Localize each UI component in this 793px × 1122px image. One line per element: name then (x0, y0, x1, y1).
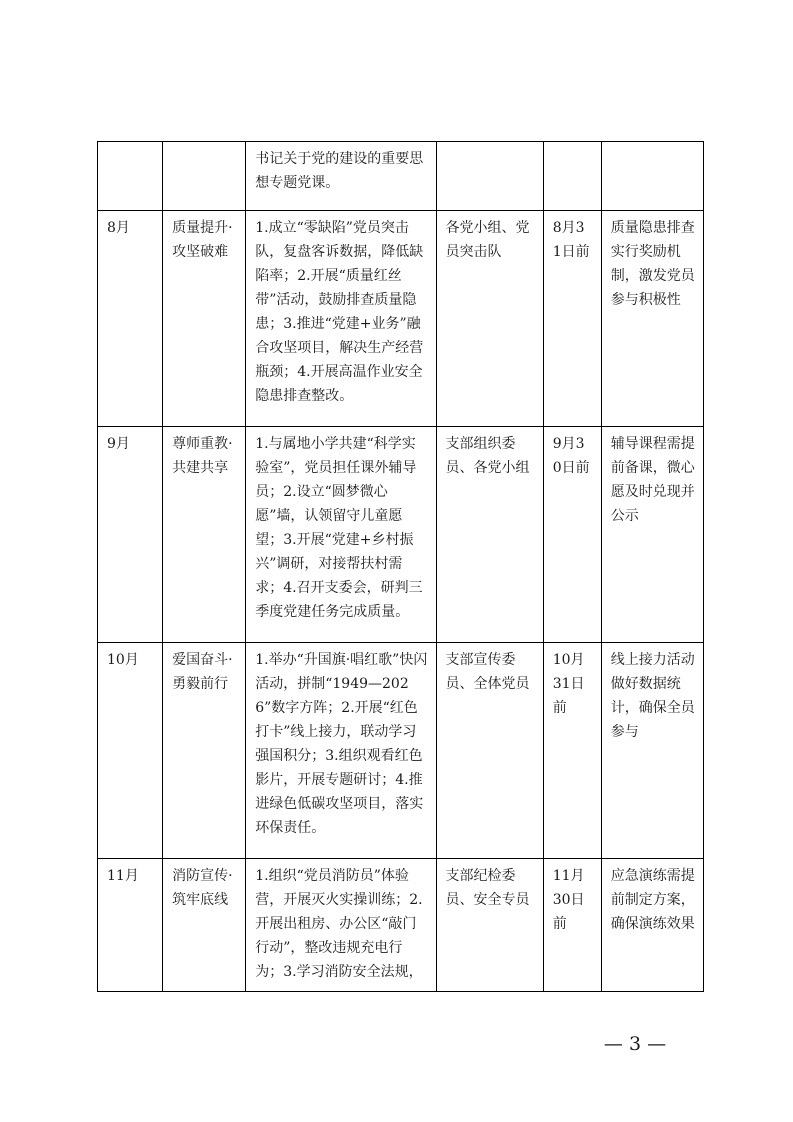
note-cell (601, 142, 703, 211)
content-cell: 1.与属地小学共建“科学实验室”，党员担任课外辅导员；2.设立“圆梦微心愿”墙，认领留守儿童愿望；3.开展“党建+乡村振兴”调研，对接帮扶村需求；4.召开支委会，研判三季度党建任务完成质量。 (246, 427, 436, 643)
note-cell: 线上接力活动做好数据统计，确保全员参与 (601, 643, 703, 859)
table-row (98, 211, 704, 427)
responsible-cell (436, 142, 543, 211)
responsible-cell: 支部宣传委员、全体党员 (436, 643, 543, 859)
theme-cell (163, 142, 246, 211)
theme-cell: 爱国奋斗·勇毅前行 (163, 643, 246, 859)
note-cell: 应急演练需提前制定方案，确保演练效果 (601, 859, 703, 992)
page-number: — 3 — (603, 1033, 667, 1055)
deadline-cell: 11月30日前 (543, 859, 601, 992)
month-cell (98, 142, 163, 211)
content-cell: 1.举办“升国旗·唱红歌”快闪活动，拼制“1949—2026”数字方阵；2.开展“红色打卡”线上接力，联动学习强国积分；3.组织观看红色影片，开展专题研讨；4.推进绿色低碳攻坚项目，落实环保责任。 (246, 643, 436, 859)
content-cell: 1.成立“零缺陷”党员突击队，复盘客诉数据，降低缺陷率；2.开展“质量红丝带”活动，鼓励排查质量隐患；3.推进“党建+业务”融合攻坚项目，解决生产经营瓶颈；4.开展高温作业安全隐患排查整改。 (246, 211, 436, 427)
deadline-cell (543, 142, 601, 211)
table-row (98, 643, 704, 859)
content-cell: 1.组织“党员消防员”体验营，开展灭火实操训练；2.开展出租房、办公区“敲门行动”，整改违规充电行为；3.学习消防安全法规， (246, 859, 436, 992)
work-plan-table (97, 141, 704, 992)
deadline-cell: 9月30日前 (543, 427, 601, 643)
responsible-cell: 各党小组、党员突击队 (436, 211, 543, 427)
note-cell: 辅导课程需提前备课，微心愿及时兑现并公示 (601, 427, 703, 643)
table-row (98, 427, 704, 643)
theme-cell: 质量提升·攻坚破难 (163, 211, 246, 427)
month-cell: 9月 (98, 427, 163, 643)
deadline-cell: 8月31日前 (543, 211, 601, 427)
note-cell: 质量隐患排查实行奖励机制，激发党员参与积极性 (601, 211, 703, 427)
responsible-cell: 支部组织委员、各党小组 (436, 427, 543, 643)
theme-cell: 尊师重教·共建共享 (163, 427, 246, 643)
theme-cell: 消防宣传·筑牢底线 (163, 859, 246, 992)
month-cell: 8月 (98, 211, 163, 427)
content-cell: 书记关于党的建设的重要思想专题党课。 (246, 142, 436, 211)
month-cell: 10月 (98, 643, 163, 859)
month-cell: 11月 (98, 859, 163, 992)
responsible-cell: 支部纪检委员、安全专员 (436, 859, 543, 992)
deadline-cell: 10月31日前 (543, 643, 601, 859)
table-row (98, 142, 704, 211)
table-row (98, 859, 704, 992)
